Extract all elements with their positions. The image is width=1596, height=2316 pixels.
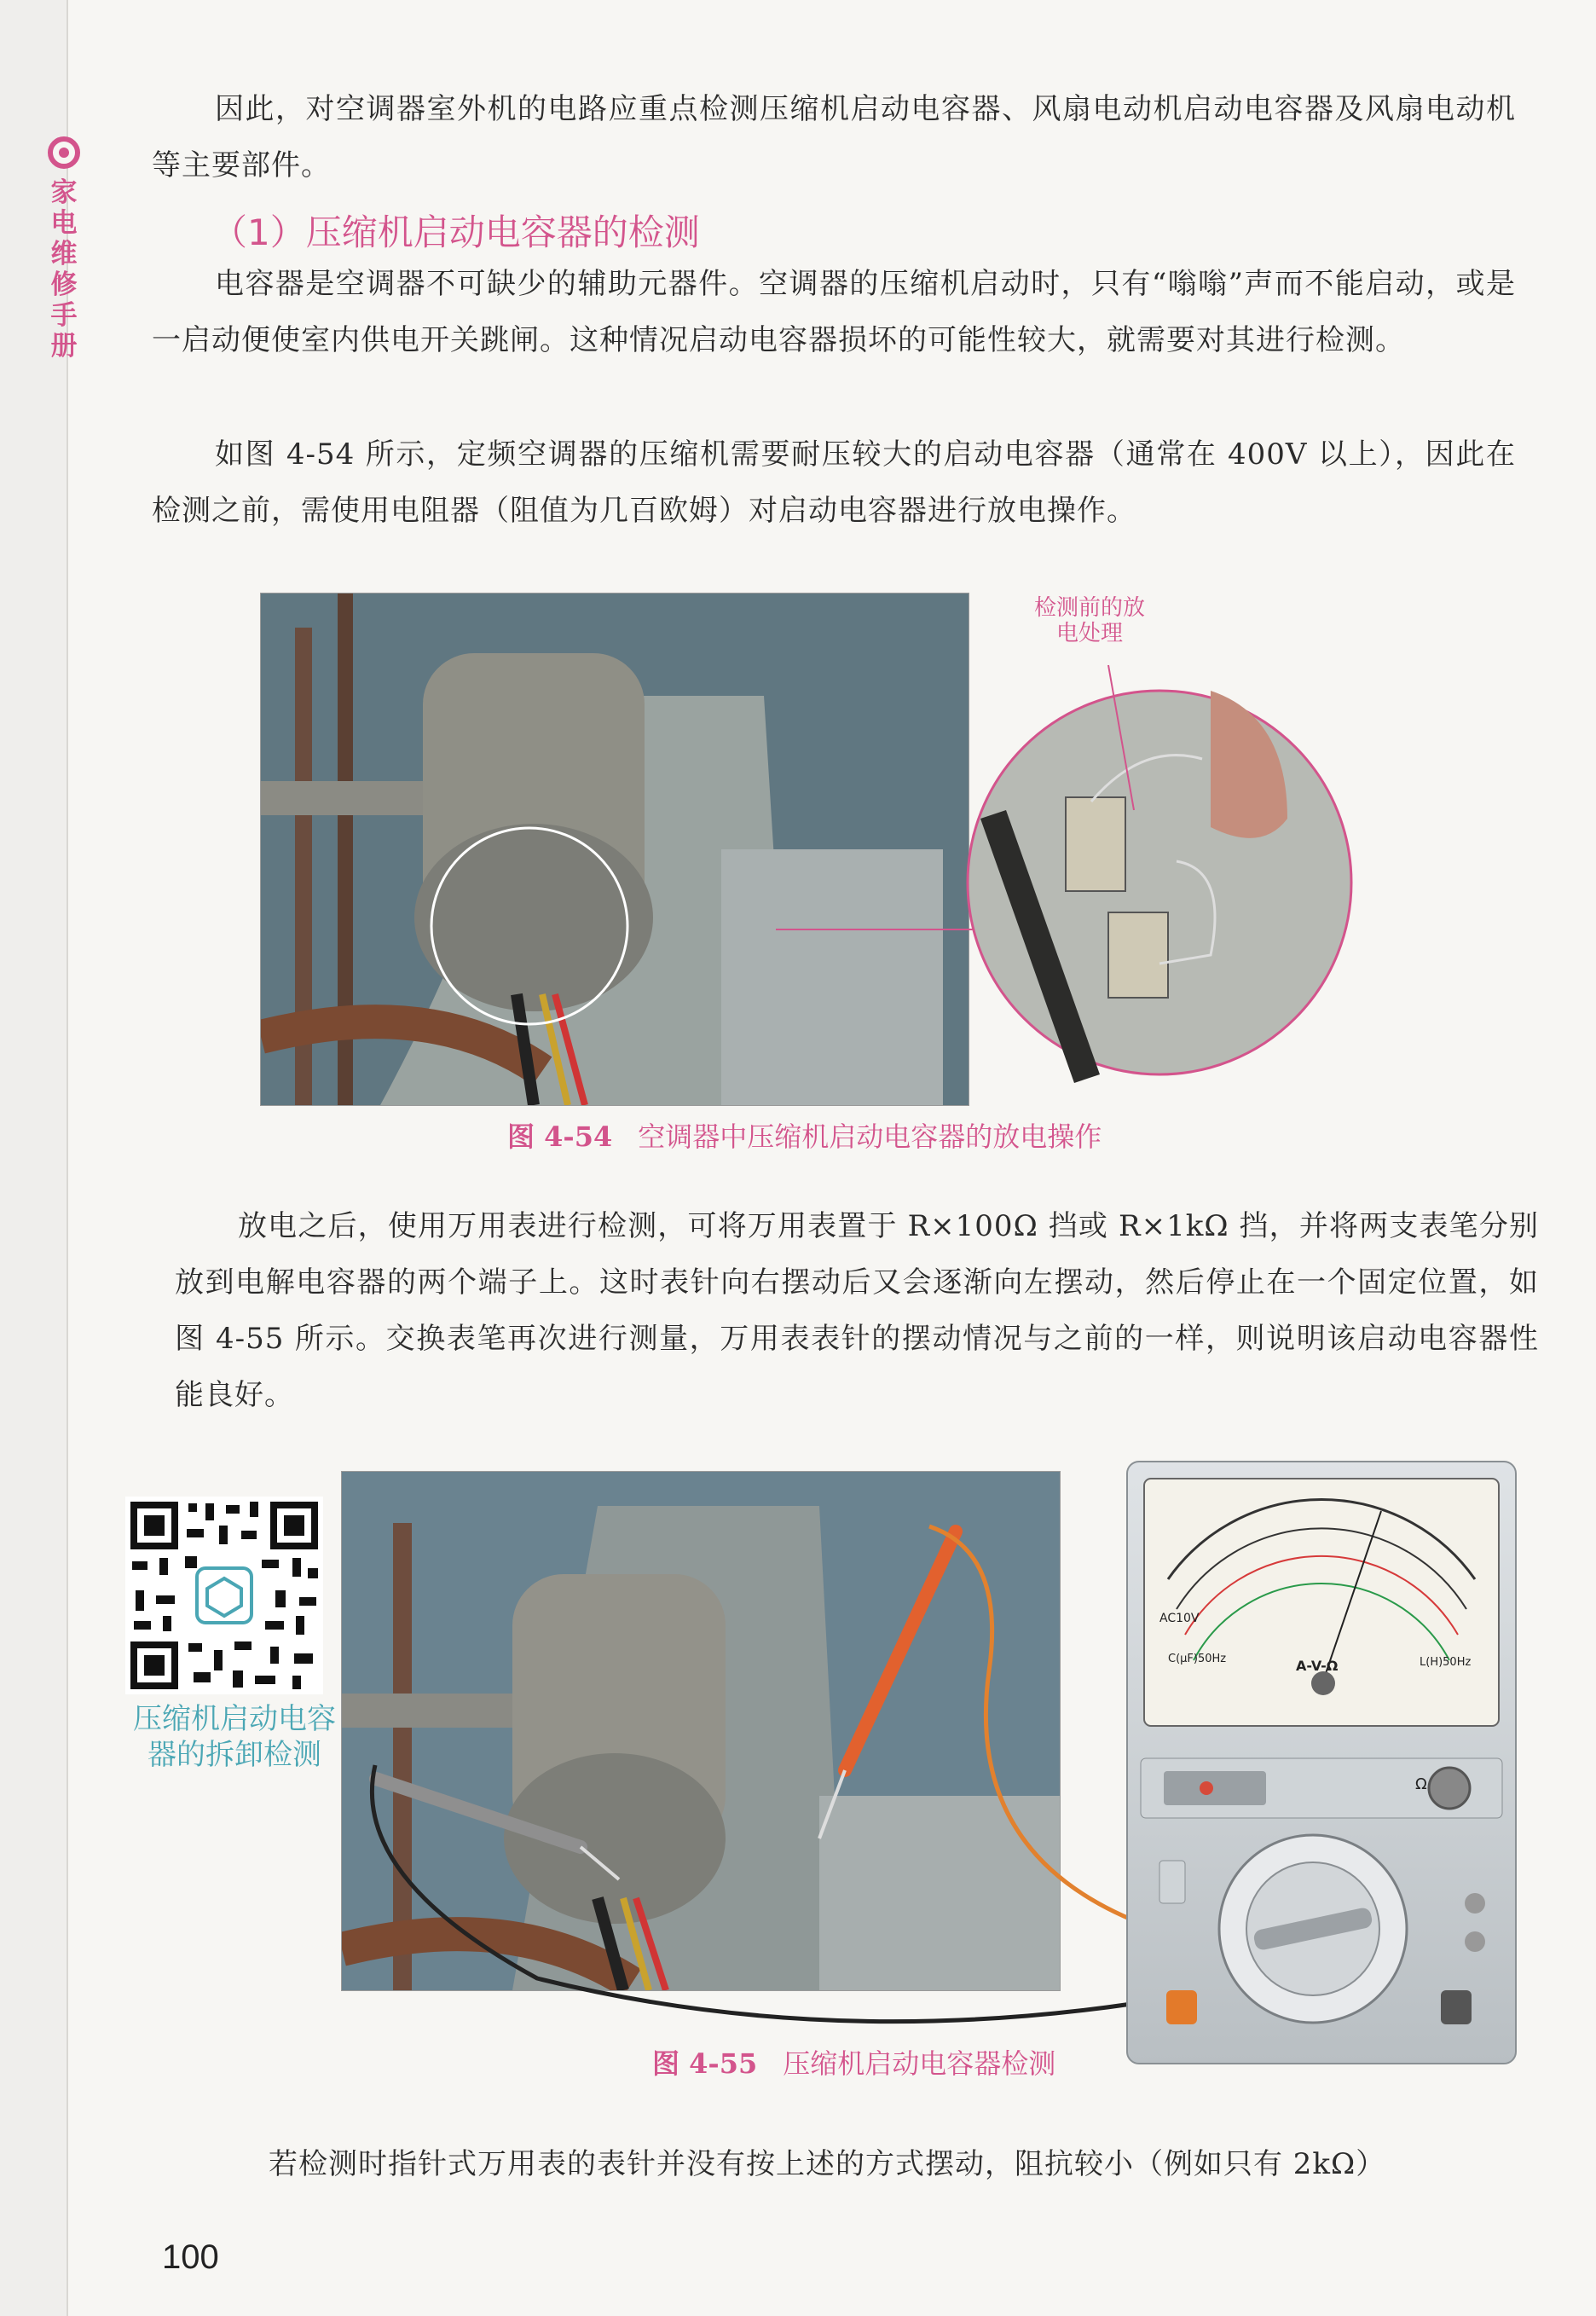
- paragraph-1: 因此，对空调器室外机的电路应重点检测压缩机启动电容器、风扇电动机启动电容器及风扇电动机等主要部件。: [152, 92, 1516, 182]
- page-number: 100: [162, 2238, 219, 2276]
- paragraph-4: 放电之后，使用万用表进行检测，可将万用表置于 R×100Ω 挡或 R×1kΩ 挡，并将两支表笔分别放到电解电容器的两个端子上。这时表针向右摆动后又会逐渐向左摆动，然后停止在一个固定位置，如图 4-55 所示。交换表笔再次进行测量，万用表表针的摆动情况与之前的一样，则说明该启动电容器性能良好。: [175, 1209, 1539, 1412]
- figure-4-55-caption: [652, 2042, 1055, 2082]
- section-heading: （1）压缩机启动电容器的检测: [211, 211, 700, 253]
- discharge-callout-label: 检测前的放电处理: [1033, 595, 1145, 646]
- sidebar-tab: [44, 136, 84, 362]
- discharge-zoom-callout: [699, 597, 1466, 1109]
- figure-number: 图 4-54: [507, 1120, 613, 1153]
- sidebar-label: 家电维修手册: [50, 177, 78, 362]
- figure-caption-text: 空调器中压缩机启动电容器的放电操作: [638, 1120, 1102, 1153]
- multimeter-graphic: [1125, 1460, 1518, 2065]
- analog-multimeter: [1125, 1460, 1518, 2065]
- paragraph-3: 如图 4-54 所示，定频空调器的压缩机需要耐压较大的启动电容器（通常在 400V 以上），因此在检测之前，需使用电阻器（阻值为几百欧姆）对启动电容器进行放电操作。: [152, 437, 1516, 528]
- meter-l-label: L(H)50Hz: [1420, 1656, 1472, 1669]
- meter-ohm-symbol: Ω: [1415, 1775, 1427, 1793]
- qr-code-label: 压缩机启动电容器的拆卸检测: [133, 1702, 336, 1772]
- paragraph-5: 若检测时指针式万用表的表针并没有按上述的方式摆动，阻抗较小（例如只有 2kΩ）: [269, 2147, 1386, 2181]
- figure-4-54-caption: [507, 1115, 1102, 1155]
- paragraph-2: 电容器是空调器不可缺少的辅助元器件。空调器的压缩机启动时，只有“嗡嗡”声而不能启动，或是一启动便使室内供电开关跳闸。这种情况启动电容器损坏的可能性较大，就需要对其进行检测。: [152, 267, 1516, 357]
- gear-icon: [48, 136, 80, 169]
- figure-caption-text: 压缩机启动电容器检测: [783, 2047, 1056, 2080]
- meter-ac-label: AC10V: [1159, 1612, 1200, 1625]
- qr-code-icon[interactable]: [125, 1497, 323, 1694]
- meter-cap-label: C(μF)50Hz: [1168, 1653, 1227, 1665]
- figure-number: 图 4-55: [652, 2047, 758, 2080]
- meter-mode-label: A-V-Ω: [1296, 1658, 1339, 1674]
